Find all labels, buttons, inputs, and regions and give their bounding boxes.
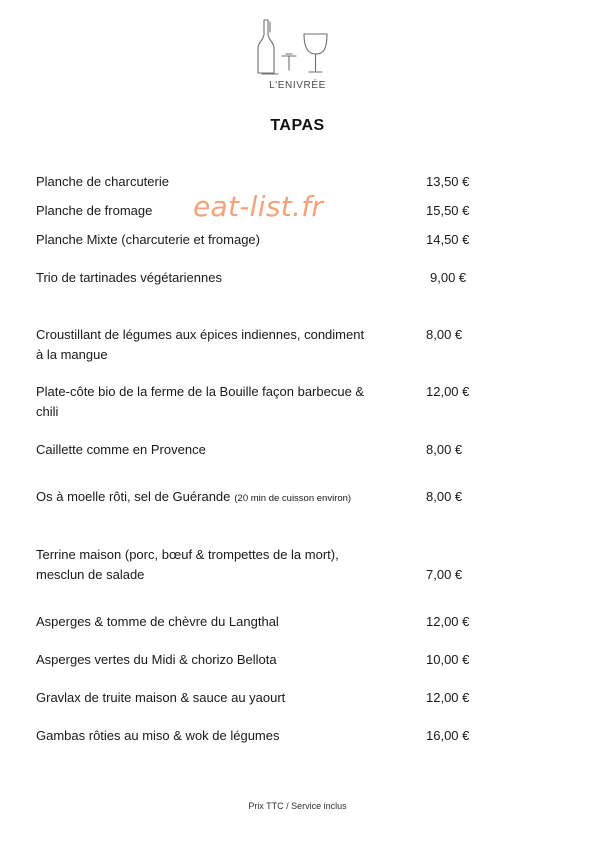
menu-item-price: 15,50 €: [426, 203, 470, 218]
menu-item-price: 16,00 €: [426, 728, 470, 743]
menu-item-name: Croustillant de légumes aux épices indiennes, condiment à la mangue: [36, 327, 365, 362]
menu-item-name: Plate-côte bio de la ferme de la Bouille façon barbecue & chili: [36, 384, 365, 419]
footer-note: Prix TTC / Service inclus: [248, 801, 347, 811]
menu-item-price: 7,00 €: [426, 567, 463, 582]
menu-item-price: 12,00 €: [426, 614, 470, 629]
menu-item-name: Planche de charcuterie: [36, 174, 169, 189]
menu-item-name: Trio de tartinades végétariennes: [36, 270, 222, 285]
menu-item-name: Planche de fromage: [36, 203, 153, 218]
menu-item-price: 12,00 €: [426, 384, 470, 399]
menu-item-name: Os à moelle rôti, sel de Guérande: [36, 489, 231, 504]
watermark: eat-list.fr: [193, 190, 324, 223]
menu-item-price: 14,50 €: [426, 232, 470, 247]
menu-item-price: 10,00 €: [426, 652, 470, 667]
menu-item-price: 8,00 €: [426, 327, 463, 342]
menu-item-name: Asperges vertes du Midi & chorizo Bellota: [36, 652, 277, 667]
menu-item-price: 12,00 €: [426, 690, 470, 705]
menu-item-name: Terrine maison (porc, bœuf & trompettes de la mort), mesclun de salade: [36, 547, 339, 582]
brand-name: L'ENIVRÉE: [269, 80, 326, 91]
menu-item-name: Caillette comme en Provence: [36, 442, 206, 457]
menu-item-name: Planche Mixte (charcuterie et fromage): [36, 232, 260, 247]
menu-item-price: 8,00 €: [426, 489, 463, 504]
menu-item-price: 8,00 €: [426, 442, 463, 457]
menu-item-price: 9,00 €: [430, 270, 467, 285]
menu-item-name: Gambas rôties au miso & wok de légumes: [36, 728, 280, 743]
menu-item-name: Gravlax de truite maison & sauce au yaourt: [36, 690, 286, 705]
menu-section-title: TAPAS: [270, 117, 325, 134]
menu-item-price: 13,50 €: [426, 174, 470, 189]
menu-item: [36, 487, 416, 509]
menu-item-note: (20 min de cuisson environ): [234, 493, 352, 504]
bottle-corkscrew-glass-logo: [248, 18, 330, 78]
menu-item-name: Asperges & tomme de chèvre du Langthal: [36, 614, 279, 629]
